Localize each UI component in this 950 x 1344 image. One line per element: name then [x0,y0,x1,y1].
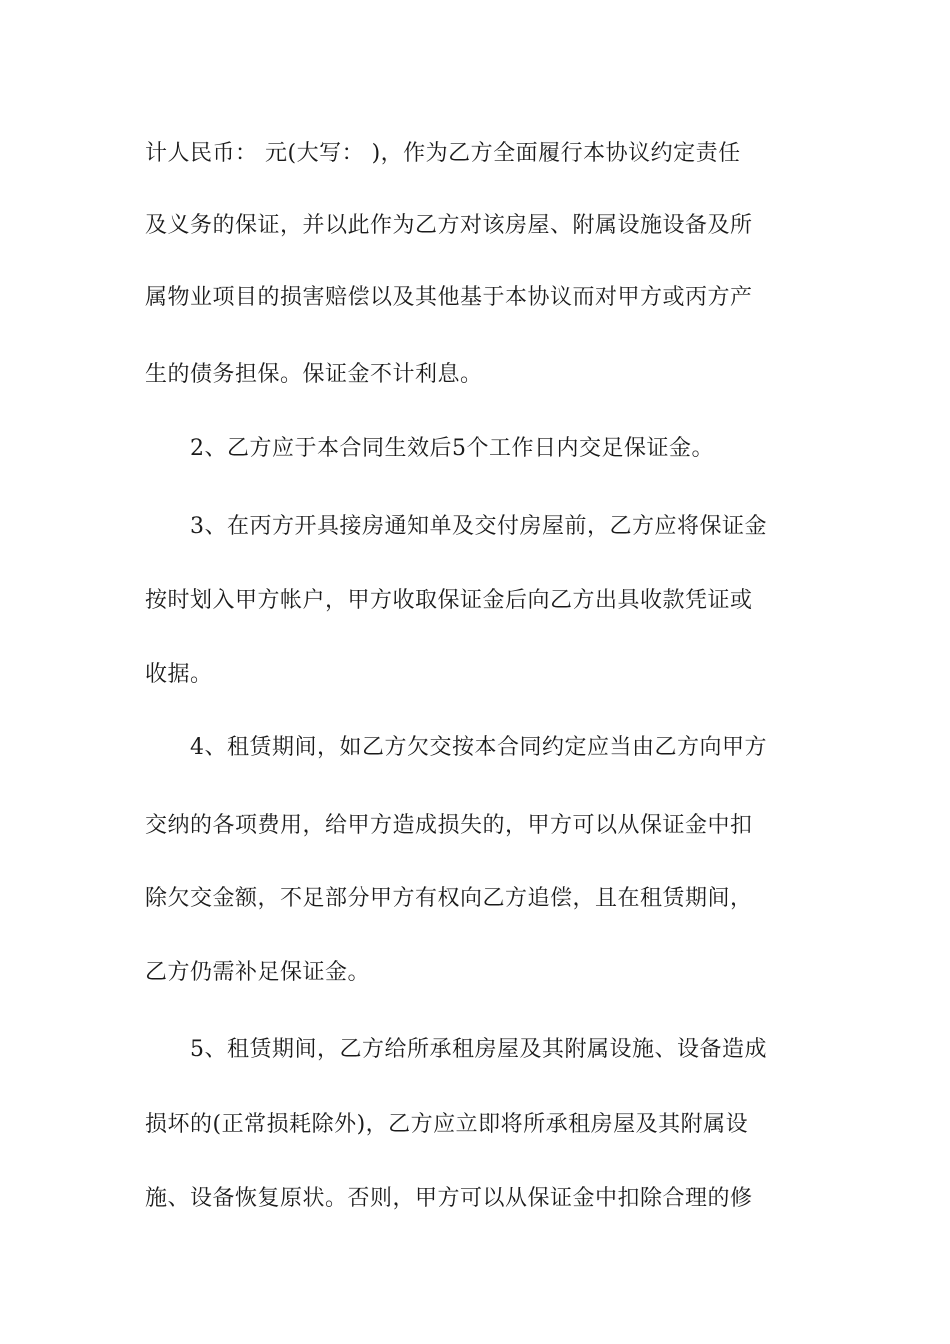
text-line: 损坏的(正常损耗除外)，乙方应立即将所承租房屋及其附属设 [145,1112,749,1137]
text-line: 4、租赁期间，如乙方欠交按本合同约定应当由乙方向甲方 [190,735,767,760]
text-line: 2、乙方应于本合同生效后5个工作日内交足保证金。 [190,436,714,461]
text-line: 施、设备恢复原状。否则，甲方可以从保证金中扣除合理的修 [145,1186,753,1211]
text-line: 计人民币： 元(大写： )，作为乙方全面履行本协议约定责任 [145,141,741,166]
text-line: 属物业项目的损害赔偿以及其他基于本协议而对甲方或丙方产 [145,285,753,310]
text-line: 及义务的保证，并以此作为乙方对该房屋、附属设施设备及所 [145,213,753,238]
text-line: 按时划入甲方帐户，甲方收取保证金后向乙方出具收款凭证或 [145,588,753,613]
text-line: 乙方仍需补足保证金。 [145,960,371,985]
text-line: 收据。 [145,662,213,687]
text-line: 3、在丙方开具接房通知单及交付房屋前，乙方应将保证金 [190,514,767,539]
text-line: 生的债务担保。保证金不计利息。 [145,362,483,387]
text-line: 5、租赁期间，乙方给所承租房屋及其附属设施、设备造成 [190,1037,767,1062]
text-line: 除欠交金额，不足部分甲方有权向乙方追偿，且在租赁期间， [145,886,753,911]
text-line: 交纳的各项费用，给甲方造成损失的，甲方可以从保证金中扣 [145,813,753,838]
